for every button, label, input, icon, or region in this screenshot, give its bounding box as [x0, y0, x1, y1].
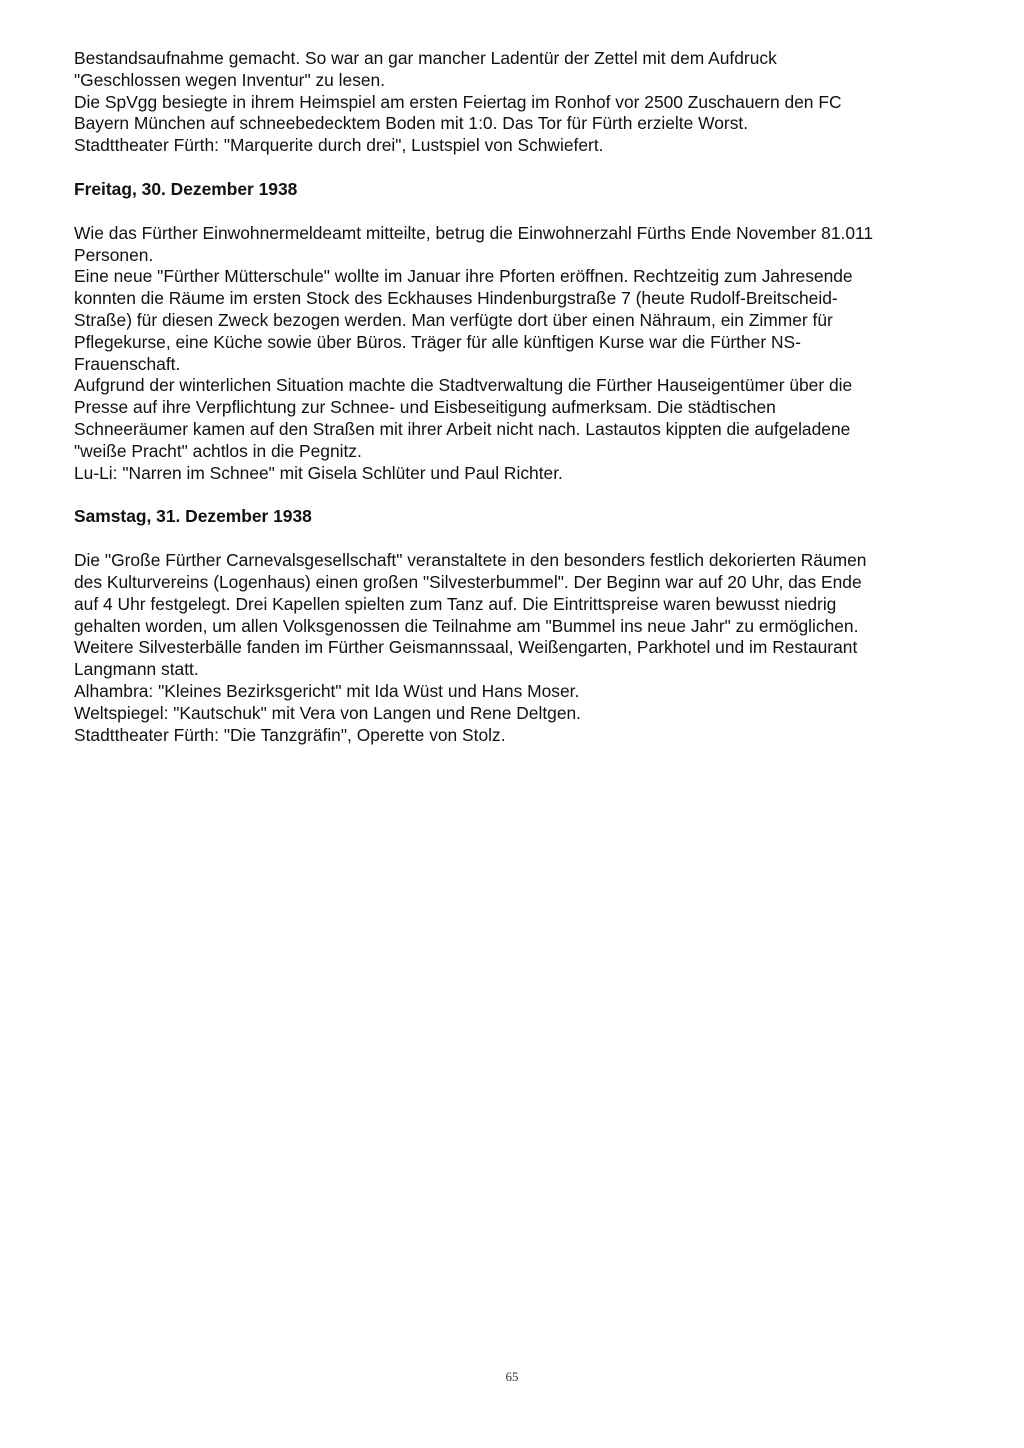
text-line: Bayern München auf schneebedecktem Boden mit 1:0. Das Tor für Fürth erzielte Worst.: [74, 113, 749, 134]
text-line: auf 4 Uhr festgelegt. Drei Kapellen spielten zum Tanz auf. Die Eintrittspreise waren bewusst niedrig: [74, 593, 837, 614]
text-line: gehalten worden, um allen Volksgenossen die Teilnahme am "Bummel ins neue Jahr" zu ermöglichen.: [74, 615, 859, 636]
intro-paragraph: [74, 48, 954, 157]
section-heading: Freitag, 30. Dezember 1938: [74, 178, 298, 199]
text-line: Bestandsaufnahme gemacht. So war an gar mancher Ladentür der Zettel mit dem Aufdruck: [74, 48, 777, 68]
text-line: Frauenschaft.: [74, 353, 181, 374]
document-page: [74, 48, 954, 746]
text-line: Alhambra: "Kleines Bezirksgericht" mit Ida Wüst und Hans Moser.: [74, 680, 580, 701]
page-number: 65: [505, 1369, 519, 1384]
text-line: "weiße Pracht" achtlos in die Pegnitz.: [74, 440, 362, 461]
text-line: Weltspiegel: "Kautschuk" mit Vera von Langen und Rene Deltgen.: [74, 702, 582, 723]
text-line: Aufgrund der winterlichen Situation machte die Stadtverwaltung die Fürther Hauseigentümer über die: [74, 375, 853, 396]
text-line: Stadttheater Fürth: "Die Tanzgräfin", Operette von Stolz.: [74, 724, 506, 745]
text-line: konnten die Räume im ersten Stock des Eckhauses Hindenburgstraße 7 (heute Rudolf-Breitscheid-: [74, 288, 838, 309]
text-line: Eine neue "Fürther Mütterschule" wollte im Januar ihre Pforten eröffnen. Rechtzeitig zum Jahresende: [74, 266, 853, 287]
text-line: "Geschlossen wegen Inventur" zu lesen.: [74, 69, 386, 90]
section-friday: [74, 179, 954, 484]
section-heading: Samstag, 31. Dezember 1938: [74, 506, 312, 527]
text-line: Schneeräumer kamen auf den Straßen mit ihrer Arbeit nicht nach. Lastautos kippten die aufgeladene: [74, 418, 851, 439]
text-line: Pflegekurse, eine Küche sowie über Büros. Träger für alle künftigen Kurse war die Fürther NS-: [74, 331, 801, 352]
text-line: Personen.: [74, 244, 154, 265]
text-line: Presse auf ihre Verpflichtung zur Schnee- und Eisbeseitigung aufmerksam. Die städtischen: [74, 397, 776, 418]
text-line: Weitere Silvesterbälle fanden im Fürther Geismannssaal, Weißengarten, Parkhotel und im Restaurant: [74, 637, 858, 658]
section-saturday: [74, 506, 954, 746]
text-line: des Kulturvereins (Logenhaus) einen großen "Silvesterbummel". Der Beginn war auf 20 Uhr, das Ende: [74, 571, 862, 592]
text-line: Lu-Li: "Narren im Schnee" mit Gisela Schlüter und Paul Richter.: [74, 462, 563, 483]
text-line: Langmann statt.: [74, 659, 199, 680]
text-line: Die "Große Fürther Carnevalsgesellschaft" veranstaltete in den besonders festlich dekorierten Räumen: [74, 550, 867, 571]
text-line: Wie das Fürther Einwohnermeldeamt mitteilte, betrug die Einwohnerzahl Fürths Ende November 81.011: [74, 222, 874, 243]
text-line: Die SpVgg besiegte in ihrem Heimspiel am ersten Feiertag im Ronhof vor 2500 Zuschauern den FC: [74, 91, 842, 112]
text-line: Stadttheater Fürth: "Marquerite durch drei", Lustspiel von Schwiefert.: [74, 135, 604, 156]
text-line: Straße) für diesen Zweck bezogen werden. Man verfügte dort über einen Nähraum, ein Zimmer für: [74, 309, 833, 330]
